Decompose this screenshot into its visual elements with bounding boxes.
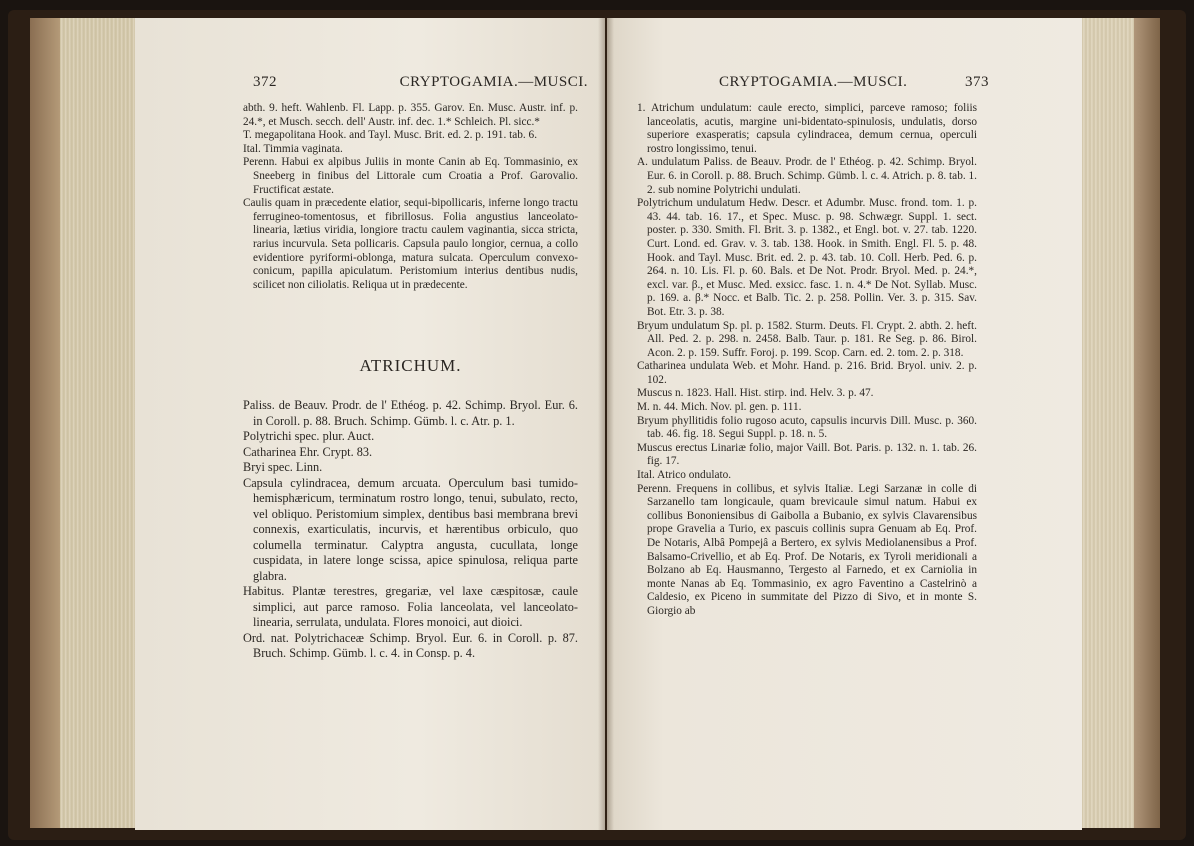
right-paragraph: M. n. 44. Mich. Nov. pl. gen. p. 111. (637, 401, 802, 414)
body-paragraph: Paliss. de Beauv. Prodr. de l' Ethéog. p. 42. Schimp. Bryol. Eur. 6. in Coroll. p. 88. Bruch. Schimp. Gümb. l. c. Atr. p. 1. (243, 398, 578, 428)
body-paragraph: Polytrichi spec. plur. Auct. (243, 429, 375, 443)
left-head-title: CRYPTOGAMIA.—MUSCI. (399, 74, 588, 90)
right-paragraph: Catharinea undulata Web. et Mohr. Hand. p. 216. Brid. Bryol. univ. 2. p. 102. (637, 360, 977, 386)
section-title: ATRICHUM. (359, 356, 462, 375)
right-page (607, 18, 1082, 830)
left-page (135, 18, 605, 830)
left-page-edges (30, 18, 140, 828)
right-page-number: 373 (965, 74, 989, 90)
left-paragraph: Perenn. Habui ex alpibus Juliis in monte Canin ab Eq. Tommasinio, ex Sneeberg in finibus del Littorale cum Croatia a Prof. Garovalio. Fructificat æstate. (243, 156, 578, 196)
right-paragraph: Perenn. Frequens in collibus, et sylvis Italiæ. Legi Sarzanæ in colle di Sarzanello tam longicaule, quam brevicaule simul natum. Habui ex collibus Bononiensibus di Gaibolla a Bubanio, ex sylvis Clavarensibus prope Gravelia a Turio, ex pascuis collinis supra Genuam ab Eq. Prof. De Notaris, Albâ Pompejâ a Bertero, ex sylvis Mediolanensibus a Prof. Balsamo-Crivellio, et ab Eq. Prof. De Notaris, ex Tyroli meridionali a Bolzano ab Eq. Hausmanno, Tergesto al Farnedo, et ex Carniolia in monte Nanas ab Eq. Tommasinio, ex agro Faventino a Castelrinò a Caldesio, ex Piceno in summitate del Pizzo di Sivo, et in monte S. Giorgio ab (637, 482, 977, 617)
right-paragraph: 1. Atrichum undulatum: caule erecto, simplici, parceve ramoso; foliis lanceolatis, acutis, margine uni-bidentato-spinulosis, undulatis, dorso superiore exasperatis; capsula cylindracea, demum cernua, operculi rostro longissimo, tenui. (637, 102, 977, 155)
book-gutter (598, 18, 614, 830)
left-page-number: 372 (253, 74, 277, 90)
left-body-text (243, 398, 578, 662)
right-paragraph: A. undulatum Paliss. de Beauv. Prodr. de l' Ethéog. p. 42. Schimp. Bryol. Eur. 6. in Coroll. p. 88. Bruch. Schimp. Gümb. l. c. 4. Atrich. p. 8. tab. 1. 2. sub nomine Polytrichi undulati. (637, 156, 977, 196)
left-running-head (253, 74, 588, 91)
body-paragraph: Bryi spec. Linn. (243, 460, 323, 474)
right-paragraph: Muscus erectus Linariæ folio, major Vaill. Bot. Paris. p. 132. n. 1. tab. 26. fig. 17. (637, 441, 977, 468)
body-paragraph: Habitus. Plantæ terestres, gregariæ, vel laxe cæspitosæ, caule simplici, aut parce ramoso. Folia lanceolata, vel lanceolato-linearia, serrulata, undulata. Flores monoici, aut dioici. (243, 584, 578, 629)
left-paragraph: Caulis quam in præcedente elatior, sequi-bipollicaris, inferne longo tractu ferrugineo-tomentosus, et fibrillosus. Folia angustius lanceolato-linearia, lætius viridia, longiore tractu caulem vaginantia, sicca stricta, rarius incurvula. Seta pollicaris. Capsula paulo longior, cernua, a collo evidentiore pyriformi-oblonga, matura sulcata. Operculum convexo-conicum, papilla apiculatum. Peristomium interius dentibus nudis, scilicet non ciliolatis. Reliqua ut in prædecente. (243, 197, 578, 291)
right-running-head (719, 74, 989, 91)
right-paragraph: Ital. Atrico ondulato. (637, 469, 732, 482)
right-paragraph: Bryum undulatum Sp. pl. p. 1582. Sturm. Deuts. Fl. Crypt. 2. abth. 2. heft. All. Ped. 2. p. 298. n. 2458. Balb. Taur. p. 181. Re Seg. p. 86. Birol. Acon. 2. p. 159. Suffr. Foroj. p. 199. Scop. Carn. ed. 2. tom. 2. p. 318. (637, 319, 977, 359)
right-text (637, 102, 977, 619)
right-paragraph: Polytrichum undulatum Hedw. Descr. et Adumbr. Musc. frond. tom. 1. p. 43. 44. tab. 16. 17., et Spec. Musc. p. 98. Schwægr. Suppl. 1. sect. poster. p. 330. Smith. Fl. Brit. 3. p. 1382., et Engl. bot. v. 27. tab. 1220. Curt. Lond. ed. Grav. v. 3. tab. 138. Hook. in Smith. Engl. Fl. 5. p. 48. Hook. and Tayl. Musc. Brit. ed. 2. p. 43. tab. 10. Coll. Herb. Ped. 6. p. 264. n. 10. Lis. Fl. p. 60. Bals. et De Not. Prodr. Bryol. Med. p. 24.*, excl. var. β., et Musc. Med. exsicc. fasc. 1. n. 4.* De Not. Syllab. Musc. p. 169. a. β.* Nocc. et Balb. Tic. 2. p. 258. Pollin. Ver. 3. p. 315. Sav. Bot. Etr. 3. p. 38. (637, 197, 977, 318)
body-paragraph: Ord. nat. Polytrichaceæ Schimp. Bryol. Eur. 6. in Coroll. p. 87. Bruch. Schimp. Gümb. l. c. 4. in Consp. p. 4. (243, 630, 578, 660)
left-paragraph: abth. 9. heft. Wahlenb. Fl. Lapp. p. 355. Garov. En. Musc. Austr. inf. p. 24.*, et Musch. secch. dell' Austr. inf. dec. 1.* Schleich. Pl. sicc.* (243, 102, 578, 128)
right-page-edges (1080, 18, 1160, 828)
left-top-text (243, 102, 578, 292)
left-paragraph: T. megapolitana Hook. and Tayl. Musc. Brit. ed. 2. p. 191. tab. 6. (243, 129, 538, 142)
body-paragraph: Catharinea Ehr. Crypt. 83. (243, 444, 373, 459)
right-paragraph: Muscus n. 1823. Hall. Hist. stirp. ind. Helv. 3. p. 47. (637, 387, 874, 400)
right-head-title: CRYPTOGAMIA.—MUSCI. (719, 74, 908, 90)
left-paragraph: Ital. Timmia vaginata. (243, 142, 343, 155)
body-paragraph: Capsula cylindracea, demum arcuata. Operculum basi tumido-hemisphæricum, terminatum rostro longo, tenui, subulato, recto, vel obliquo. Peristomium simplex, dentibus basi membrana brevi connexis, exarticulatis, incurvis, et hærentibus orbiculo, quo columella terminatur. Calyptra angusta, cucullata, longe cuspidata, in latere longe scissa, apice spinulosa, reliqua parte glabra. (243, 475, 578, 583)
right-paragraph: Bryum phyllitidis folio rugoso acuto, capsulis incurvis Dill. Musc. p. 360. tab. 46. fig. 18. Segui Suppl. p. 18. n. 5. (637, 414, 977, 441)
